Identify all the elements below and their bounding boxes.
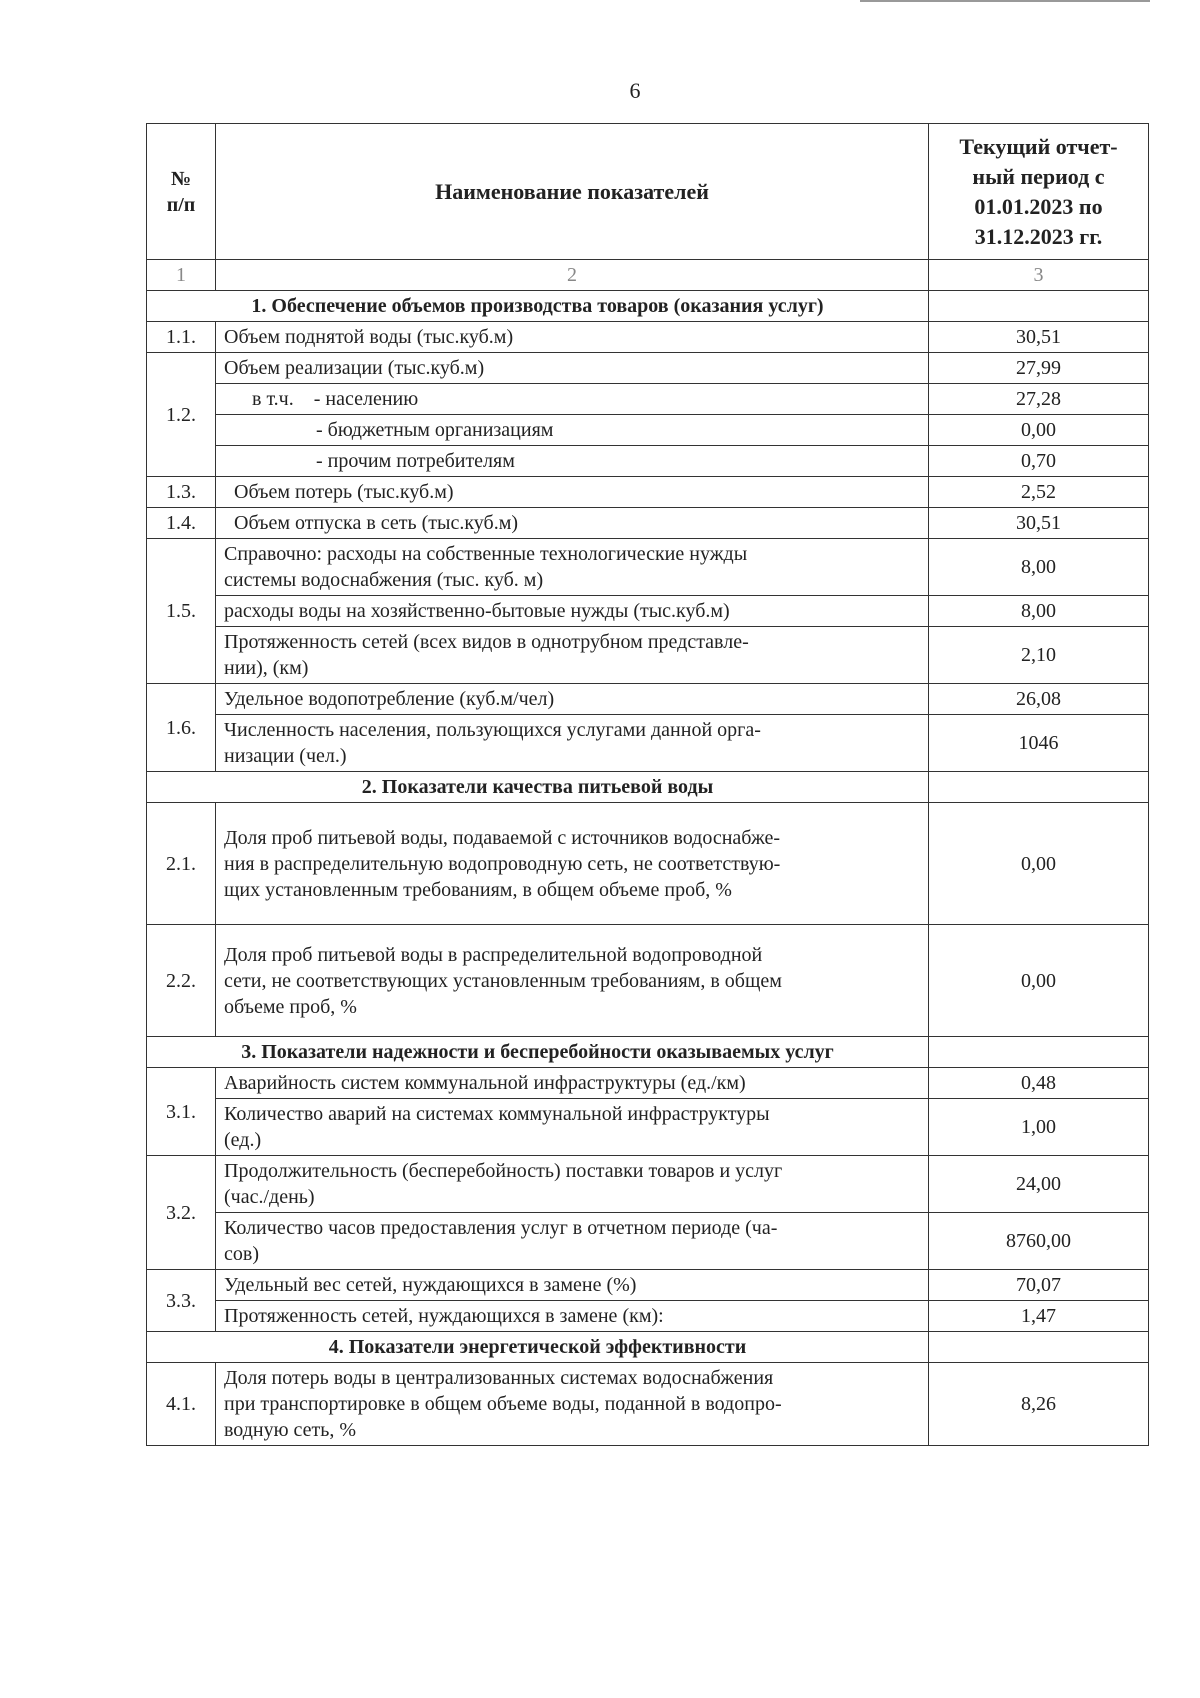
table-row [147, 384, 1149, 415]
scan-edge-line [860, 0, 1150, 2]
indicators-table [146, 123, 1149, 1446]
row-value: 0,70 [929, 446, 1149, 477]
row-name: Протяженность сетей (всех видов в однотрубном представле- нии), (км) [216, 627, 929, 684]
row-name-text: - населению [313, 388, 419, 410]
row-value: 1,47 [929, 1301, 1149, 1332]
row-name: Аварийность систем коммунальной инфраструктуры (ед./км) [216, 1068, 929, 1099]
table-row [147, 1099, 1149, 1156]
row-name: Удельное водопотребление (куб.м/чел) [216, 684, 929, 715]
row-name: Объем отпуска в сеть (тыс.куб.м) [216, 508, 929, 539]
table-row [147, 539, 1149, 596]
column-number-row [147, 260, 1149, 291]
row-number: 1.3. [147, 477, 216, 508]
table-row [147, 1363, 1149, 1446]
row-name: Доля потерь воды в централизованных системах водоснабжения при транспортировке в общем объеме воды, поданной в водопро- водную сеть, % [216, 1363, 929, 1446]
section-row [147, 772, 1149, 803]
row-number: 2.1. [147, 803, 216, 925]
table-row [147, 1068, 1149, 1099]
table-row [147, 596, 1149, 627]
table-row [147, 803, 1149, 925]
row-value: 1046 [929, 715, 1149, 772]
table-row [147, 508, 1149, 539]
row-number: 3.1. [147, 1068, 216, 1156]
section-title: 1. Обеспечение объемов производства товаров (оказания услуг) [147, 291, 929, 322]
row-number: 1.2. [147, 353, 216, 477]
row-value: 0,48 [929, 1068, 1149, 1099]
row-name: Доля проб питьевой воды, подаваемой с источников водоснабже- ния в распределительную водопроводную сеть, не соответствую- щих установленным требованиям, в общем объеме проб, % [216, 803, 929, 925]
row-name: - прочим потребителям [216, 446, 929, 477]
row-value: 2,52 [929, 477, 1149, 508]
row-name: Справочно: расходы на собственные технологические нужды системы водоснабжения (тыс. куб. м) [216, 539, 929, 596]
row-name: Удельный вес сетей, нуждающихся в замене (%) [216, 1270, 929, 1301]
section-title: 3. Показатели надежности и бесперебойности оказываемых услуг [147, 1037, 929, 1068]
table-row [147, 1301, 1149, 1332]
column-number: 3 [929, 260, 1149, 291]
row-name: Количество аварий на системах коммунальной инфраструктуры (ед.) [216, 1099, 929, 1156]
row-name: Численность населения, пользующихся услугами данной орга- низации (чел.) [216, 715, 929, 772]
header-col-name: Наименование показателей [216, 124, 929, 260]
row-name: расходы воды на хозяйственно-бытовые нужды (тыс.куб.м) [216, 596, 929, 627]
row-value: 30,51 [929, 322, 1149, 353]
table-row [147, 446, 1149, 477]
section-row [147, 1332, 1149, 1363]
row-number: 2.2. [147, 925, 216, 1037]
row-number: 1.5. [147, 539, 216, 684]
row-name [216, 384, 929, 415]
row-value: 70,07 [929, 1270, 1149, 1301]
table-row [147, 1213, 1149, 1270]
table-row [147, 1156, 1149, 1213]
row-name: - бюджетным организациям [216, 415, 929, 446]
row-value: 8,26 [929, 1363, 1149, 1446]
row-number: 3.3. [147, 1270, 216, 1332]
row-number: 1.1. [147, 322, 216, 353]
row-value: 8760,00 [929, 1213, 1149, 1270]
table-row [147, 684, 1149, 715]
row-name: Объем потерь (тыс.куб.м) [216, 477, 929, 508]
row-number: 1.6. [147, 684, 216, 772]
row-number: 4.1. [147, 1363, 216, 1446]
table-row [147, 415, 1149, 446]
row-value: 1,00 [929, 1099, 1149, 1156]
row-value: 24,00 [929, 1156, 1149, 1213]
row-name: Доля проб питьевой воды в распределительной водопроводной сети, не соответствующих установленным требованиям, в общем объеме проб, % [216, 925, 929, 1037]
section-title: 4. Показатели энергетической эффективности [147, 1332, 929, 1363]
table-row [147, 477, 1149, 508]
row-value: 8,00 [929, 539, 1149, 596]
table-row [147, 925, 1149, 1037]
page-number: 6 [629, 78, 641, 103]
row-value: 8,00 [929, 596, 1149, 627]
row-value: 2,10 [929, 627, 1149, 684]
header-col-number: № п/п [147, 124, 216, 260]
row-number: 3.2. [147, 1156, 216, 1270]
row-value: 0,00 [929, 415, 1149, 446]
row-name: Объем реализации (тыс.куб.м) [216, 353, 929, 384]
section-row [147, 291, 1149, 322]
row-value: 27,28 [929, 384, 1149, 415]
table-header-row [147, 124, 1149, 260]
row-number: 1.4. [147, 508, 216, 539]
row-name: Объем поднятой воды (тыс.куб.м) [216, 322, 929, 353]
table-row [147, 715, 1149, 772]
table-row [147, 353, 1149, 384]
table-row [147, 627, 1149, 684]
section-title: 2. Показатели качества питьевой воды [147, 772, 929, 803]
row-name: Протяженность сетей, нуждающихся в замене (км): [216, 1301, 929, 1332]
row-name: Количество часов предоставления услуг в отчетном периоде (ча- сов) [216, 1213, 929, 1270]
row-value: 0,00 [929, 925, 1149, 1037]
column-number: 1 [147, 260, 216, 291]
row-value: 0,00 [929, 803, 1149, 925]
row-name: Продолжительность (бесперебойность) поставки товаров и услуг (час./день) [216, 1156, 929, 1213]
header-col-period: Текущий отчет- ный период с 01.01.2023 по 31.12.2023 гг. [929, 124, 1149, 260]
row-value: 26,08 [929, 684, 1149, 715]
row-prefix: в т.ч. [252, 388, 294, 410]
column-number: 2 [216, 260, 929, 291]
table-row [147, 1270, 1149, 1301]
section-row [147, 1037, 1149, 1068]
row-value: 27,99 [929, 353, 1149, 384]
row-value: 30,51 [929, 508, 1149, 539]
table-row [147, 322, 1149, 353]
